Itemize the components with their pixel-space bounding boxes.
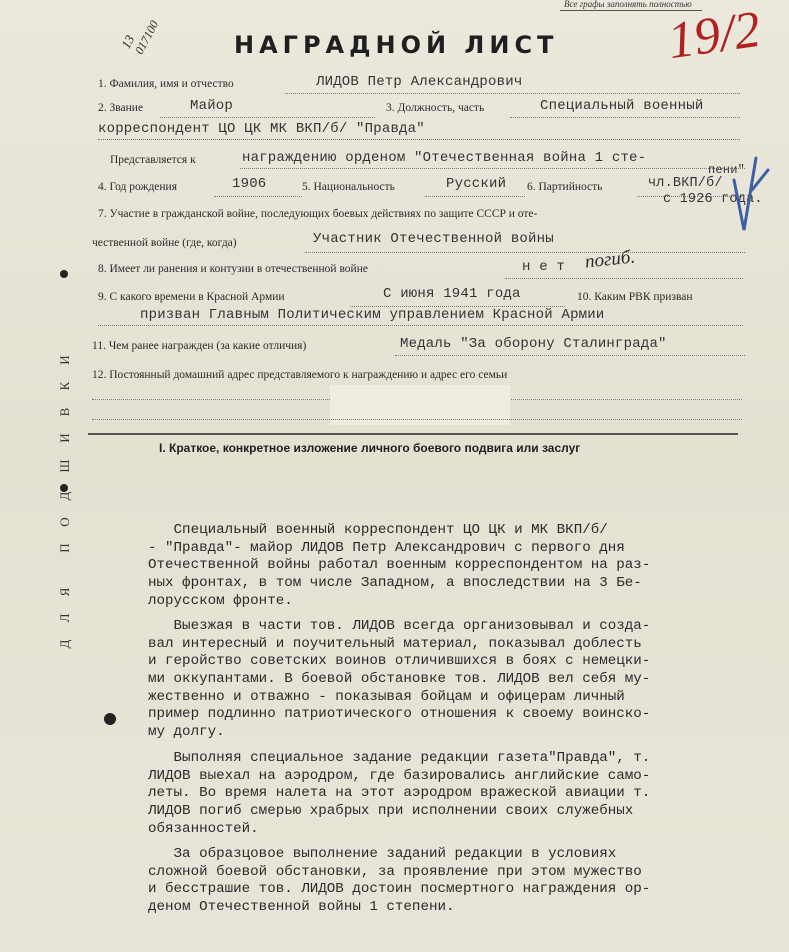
field-9-label: 9. С какого времени в Красной Армии xyxy=(98,291,285,303)
field-6-value-cont: с 1926 года. xyxy=(663,192,763,207)
citation-paragraph-1: Специальный военный корреспондент ЦО ЦК и МК ВКП/б/ - "Правда"- майор ЛИДОВ Петр Александрович с первого дня Отечественной войны работал военным корреспондентом на раз- ных фронтах, в том числе Западном, а впоследствии на 3 Бе- лорусском фронте. xyxy=(148,522,651,609)
field-8-handwritten: погиб. xyxy=(583,246,637,273)
field-3-label: 3. Должность, часть xyxy=(386,102,485,114)
citation-paragraph-2: Выезжая в части тов. ЛИДОВ всегда организовывал и созда- вал интересный и поучительный материал, показывал доблесть и геройство советских воинов отличившихся в боях с немецки- ми оккупантами. В боевой обстановке тов. ЛИДОВ вел себя му- жественно и отважно - показывая бойцам и офицерам личный пример подлинно патриотического отношения к своему воинско- му долгу. xyxy=(148,618,651,740)
binding-hole xyxy=(60,270,68,278)
field-7-label: 7. Участие в гражданской войне, последующих боевых действиях по защите СССР и оте- xyxy=(98,208,538,220)
represented-value: награждению орденом "Отечественная война 1 сте- xyxy=(242,150,647,166)
binding-hole xyxy=(60,484,68,492)
blue-check-mark xyxy=(728,150,778,240)
header-note: Все графы заполнять полностью xyxy=(560,0,702,11)
citation-paragraph-3: Выполняя специальное задание редакции газета"Правда", т. ЛИДОВ выехал на аэродром, где базировались английские само- леты. Во время налета на этот аэродром вражеской авиации т. ЛИДОВ погиб смерью храбрых при исполнении своих служебных обязанностей. xyxy=(148,750,651,837)
field-10-label: 10. Каким РВК призван xyxy=(577,291,693,303)
represented-value-cont: пени" xyxy=(708,163,746,177)
field-7-value: Участник Отечественной войны xyxy=(313,231,554,247)
field-11-value: Медаль "За оборону Сталинграда" xyxy=(400,336,667,352)
field-5-label: 5. Национальность xyxy=(302,181,395,193)
field-10-value: призван Главным Политическим управлением Красной Армии xyxy=(140,307,605,323)
margin-stamp: 13 xyxy=(118,32,138,52)
represented-label: Представляется к xyxy=(110,154,196,166)
field-6-label: 6. Партийность xyxy=(527,181,603,193)
field-4-label: 4. Год рождения xyxy=(98,181,177,193)
field-5-value: Русский xyxy=(446,176,507,192)
field-8-label: 8. Имеет ли ранения и контузии в отечественной войне xyxy=(98,263,368,275)
field-8-value: н е т xyxy=(522,259,566,275)
field-9-value: С июня 1941 года xyxy=(383,286,521,302)
field-1-value: ЛИДОВ Петр Александрович xyxy=(316,74,523,90)
page-title: НАГРАДНОЙ ЛИСТ xyxy=(234,31,559,59)
field-11-label: 11. Чем ранее награжден (за какие отличия) xyxy=(92,340,307,352)
field-2-value: Майор xyxy=(190,98,234,114)
field-12-label: 12. Постоянный домашний адрес представляемого к награждению и адрес его семьи xyxy=(92,369,508,381)
section-divider xyxy=(88,433,738,435)
binding-hole xyxy=(104,713,116,725)
field-7-label-cont: чественной войне (где, когда) xyxy=(92,237,237,249)
award-sheet: Все графы заполнять полностью 13 017100 19/2 НАГРАДНОЙ ЛИСТ 1. Фамилия, имя и отчество ЛИДОВ Петр Александрович 2. Звание Майор 3. Должность, часть Специальный военный корреспондент ЦО ЦК МК ВКП/б/ "Правда" Представляется к награждению орденом "Отечественная война 1 сте- пени" 4. Год рождения 1906 5. Национальность Русский 6. Партийность чл.ВКП/б/ с 1926 года. 7. Участие в гражданской войне, последующих боевых действиях по защите СССР и оте- чественной войне (где, когда) Участник Отечественной войны 8. Имеет ли ранения и контузии в отечественной войне н е т погиб. 9. С какого времени в Красной Армии С июня 1941 года 10. Каким РВК призван призван Главным Политическим управлением Красной Армии 11. Чем ранее награжден (за какие отличия) Медаль "За оборону Сталинграда" 12. Постоянный домашний адрес представляемого к награждению и адрес его семьи Д Л Я П О Д Ш И В К И I. Краткое, конкретное изложение личного боевого подвига или заслуг Специальный военный корреспондент ЦО ЦК и МК ВКП/б/ - "Правда"- майор ЛИДОВ Петр Александрович с первого дня Отечественной войны работал военным корреспондентом на раз- ных фронтах, в том числе Западном, а впоследствии на 3 Бе- лорусском фронте. Выезжая в части тов. ЛИДОВ всегда организовывал и созда- вал интересный и поучительный материал, показывал доблесть и геройство советских воинов отличившихся в боях с немецки- ми оккупантами. В боевой обстановке тов. ЛИДОВ вел себя му- жественно и отважно - показывая бойцам и офицерам личный пример подлинно патриотического отношения к своему воинско- му долгу. Выполняя специальное задание редакции газета"Правда", т. ЛИДОВ выехал на аэродром, где базировались английские само- леты. Во время налета на этот аэродром вражеской авиации т. ЛИДОВ погиб смерью храбрых при исполнении своих служебных обязанностей. За образцовое выполнение заданий редакции в условиях сложной боевой обстановки, за проявление при этом мужество и бесстрашие тов. ЛИДОВ достоин посмертного награждения ор- деном Отечественной войны 1 степени. xyxy=(0,0,789,877)
handwritten-number: 19/2 xyxy=(664,0,764,71)
field-2-label: 2. Звание xyxy=(98,102,144,114)
margin-stamp-number: 017100 xyxy=(132,18,162,57)
field-1-label: 1. Фамилия, имя и отчество xyxy=(98,78,234,90)
field-3-value-cont: корреспондент ЦО ЦК МК ВКП/б/ "Правда" xyxy=(98,121,425,137)
citation-paragraph-4: За образцовое выполнение заданий редакции в условиях сложной боевой обстановки, за проявление при этом мужество и бесстрашие тов. ЛИДОВ достоин посмертного награждения ор- деном Отечественной войны 1 степени. xyxy=(148,846,651,915)
field-6-value: чл.ВКП/б/ xyxy=(648,176,723,191)
section-title: I. Краткое, конкретное изложение личного боевого подвига или заслуг xyxy=(159,441,581,455)
field-3-value: Специальный военный xyxy=(540,98,704,114)
field-4-value: 1906 xyxy=(232,176,267,192)
